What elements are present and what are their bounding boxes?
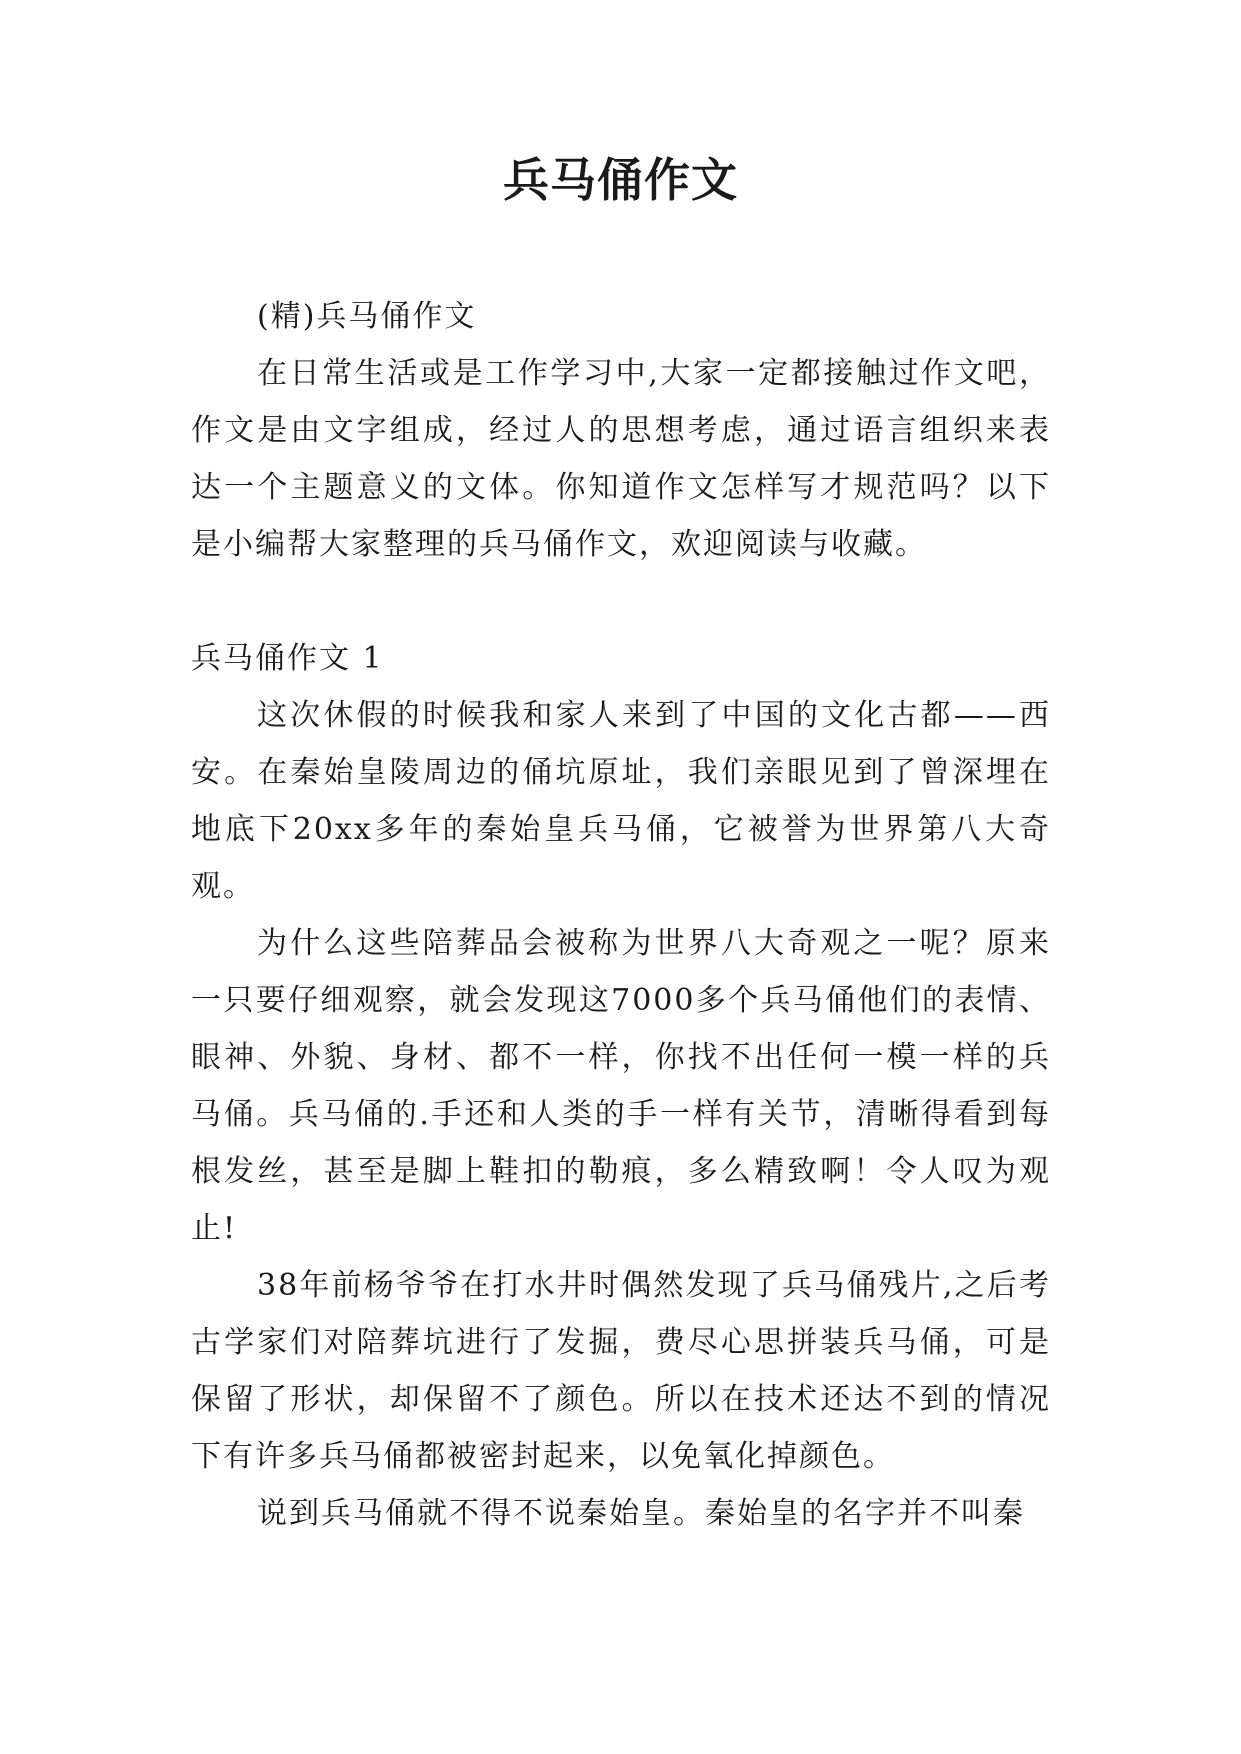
body-paragraph: 为什么这些陪葬品会被称为世界八大奇观之一呢？原来一只要仔细观察，就会发现这7000多个兵马俑他们的表情、眼神、外貌、身材、都不一样，你找不出任何一模一样的兵马俑。兵马俑的.手还和人类的手一样有关节，清晰得看到每根发丝，甚至是脚上鞋扣的勒痕，多么精致啊！令人叹为观止!	[191, 926, 1051, 1246]
body-paragraph: 这次休假的时候我和家人来到了中国的文化古都——西安。在秦始皇陵周边的俑坑原址，我们亲眼见到了曾深埋在地底下20xx多年的秦始皇兵马俑，它被誉为世界第八大奇观。	[191, 698, 1051, 904]
document-body	[191, 288, 1051, 1542]
section-spacer	[191, 573, 1051, 630]
document-title: 兵马俑作文	[503, 153, 738, 207]
section-heading: 兵马俑作文 1	[191, 641, 384, 676]
document-subtitle: (精)兵马俑作文	[257, 299, 477, 334]
intro-paragraph: 在日常生活或是工作学习中,大家一定都接触过作文吧，作文是由文字组成，经过人的思想考虑，通过语言组织来表达一个主题意义的文体。你知道作文怎样写才规范吗？以下是小编帮大家整理的兵马俑作文，欢迎阅读与收藏。	[191, 356, 1051, 562]
body-paragraph: 说到兵马俑就不得不说秦始皇。秦始皇的名字并不叫秦	[257, 1496, 1025, 1531]
body-paragraph: 38年前杨爷爷在打水井时偶然发现了兵马俑残片,之后考古学家们对陪葬坑进行了发掘，费尽心思拼装兵马俑，可是保留了形状，却保留不了颜色。所以在技术还达不到的情况下有许多兵马俑都被密封起来，以免氧化掉颜色。	[191, 1268, 1051, 1474]
